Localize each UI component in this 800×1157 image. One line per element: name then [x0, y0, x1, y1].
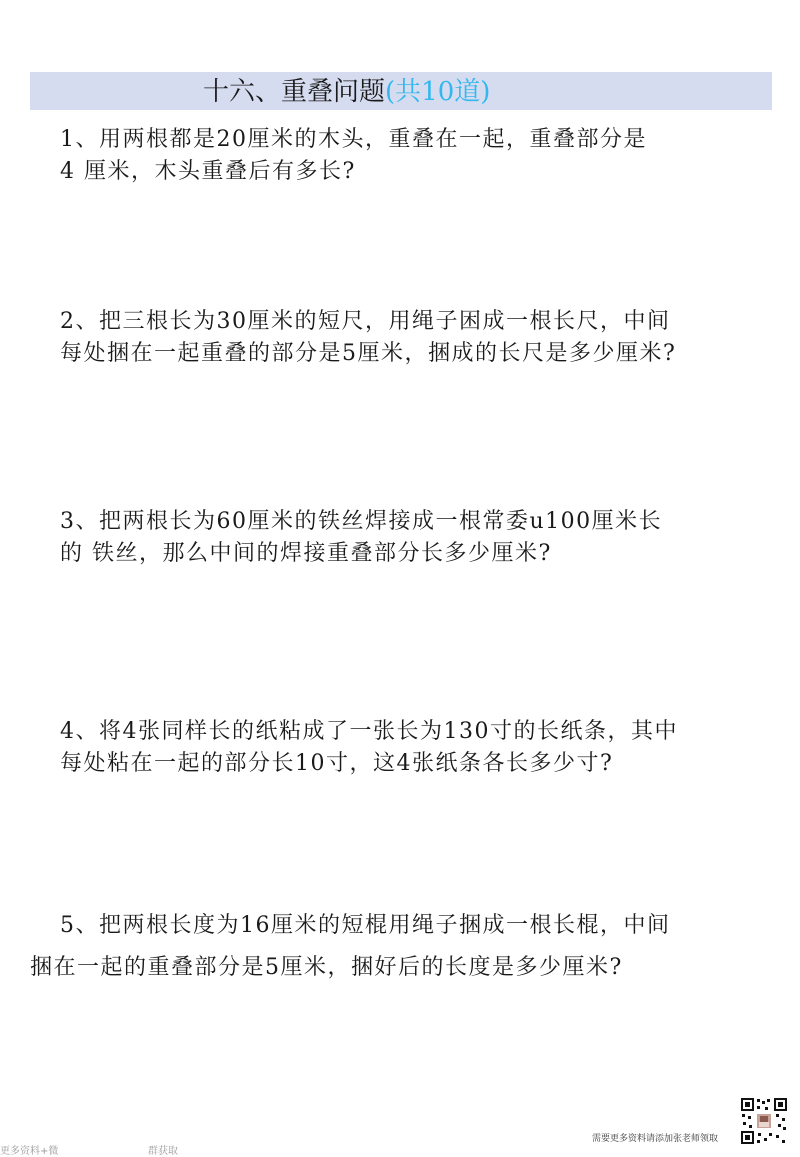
question-2-line-1: 2、把三根长为30厘米的短尺，用绳子困成一根长尺，中间: [60, 309, 671, 334]
question-3-line-2: 的 铁丝，那么中间的焊接重叠部分长多少厘米?: [60, 541, 552, 566]
question-5-line-1: 5、把两根长度为16厘米的短棍用绳子捆成一根长棍，中间: [60, 913, 671, 938]
footer-contact-note: 需要更多资料请添加张老师领取: [592, 1134, 719, 1144]
footer-watermark-left: 更多资料+微: [0, 1146, 59, 1157]
page-title: [203, 76, 490, 108]
question-1: [60, 124, 647, 188]
question-1-line-1: 1、用两根都是20厘米的木头，重叠在一起，重叠部分是: [60, 127, 647, 152]
question-2-line-2: 每处捆在一起重叠的部分是5厘米，捆成的长尺是多少厘米?: [60, 341, 677, 366]
question-4: [60, 716, 678, 780]
footer-watermark-middle: 群获取: [148, 1146, 178, 1157]
question-3-line-1: 3、把两根长为60厘米的铁丝焊接成一根常委u100厘米长: [60, 509, 663, 534]
question-2: [60, 306, 676, 370]
title-question-count: (共10道): [385, 77, 491, 107]
question-3: [60, 506, 662, 570]
question-5-line-2: 捆在一起的重叠部分是5厘米，捆好后的长度是多少厘米?: [30, 955, 623, 980]
question-1-line-2: 4 厘米，木头重叠后有多长?: [60, 159, 356, 184]
question-4-line-2: 每处粘在一起的部分长10寸，这4张纸条各长多少寸?: [60, 751, 614, 776]
question-4-line-1: 4、将4张同样长的纸粘成了一张长为130寸的长纸条，其中: [60, 719, 678, 744]
title-text: 十六、重叠问题: [203, 77, 386, 107]
qr-code-icon: [740, 1097, 788, 1145]
